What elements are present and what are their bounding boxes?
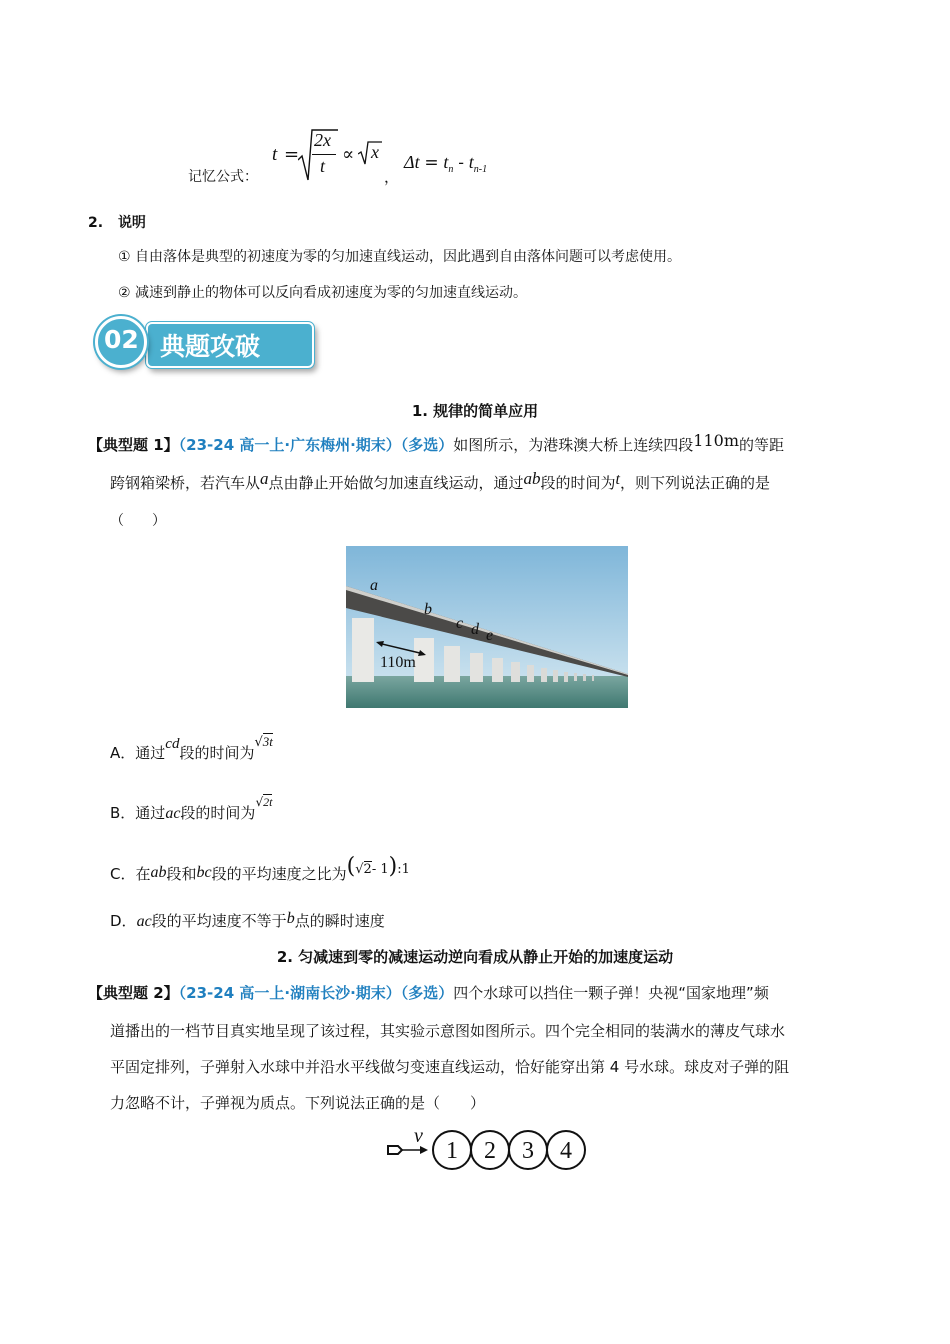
- q1-tag: 【典型题 1】: [88, 436, 179, 454]
- bridge-label-c: c: [456, 615, 464, 632]
- explain-item-2: ② 减速到静止的物体可以反向看成初速度为零的匀加速直线运动。: [118, 285, 527, 301]
- ball-label-4: 4: [560, 1138, 572, 1164]
- option-c-ratio-rest: - 1: [371, 862, 389, 877]
- option-b-letter: B．: [110, 804, 136, 822]
- q1-dist: 110m: [693, 431, 740, 450]
- option-c-ratio-end: :1: [397, 862, 410, 877]
- q1-seg-ab: ab: [523, 469, 541, 488]
- formula-tn: t: [443, 152, 449, 172]
- option-b-mid: 段的时间为: [180, 804, 256, 822]
- ball-label-1: 1: [446, 1138, 458, 1164]
- q2-line2: 道播出的一档节目真实地呈现了该过程，其实验示意图如图所示。四个完全相同的装满水的薄皮气球水: [110, 1022, 786, 1040]
- option-a-val: 3t: [262, 734, 273, 749]
- option-d-letter: D．: [110, 912, 137, 930]
- formula-denom-t: t: [320, 156, 326, 176]
- formula-prop: ∝: [342, 144, 355, 165]
- q1-text2b: 点由静止开始做匀加速直线运动，通过: [268, 474, 524, 492]
- formula-delta: [404, 152, 487, 182]
- ball-label-3: 3: [522, 1138, 534, 1164]
- option-b-val-wrap: √2t: [255, 795, 273, 809]
- bridge-distance-label: 110m: [380, 654, 416, 671]
- explain-heading-num: 2.: [88, 215, 104, 231]
- formula-n: n: [448, 164, 454, 175]
- option-d-end: 点的瞬时速度: [294, 912, 385, 930]
- q1-text1b: 的等距: [739, 436, 785, 454]
- fraction-bar: [312, 154, 336, 155]
- explain-heading-text: 说明: [117, 215, 146, 231]
- velocity-label: v: [414, 1125, 423, 1147]
- option-c-seg1: ab: [150, 864, 167, 881]
- formula-n1: n-1: [473, 164, 488, 175]
- q2-line1: [88, 982, 769, 1003]
- formula-comma: ，: [384, 168, 400, 186]
- bridge-label-e: e: [486, 627, 494, 644]
- water-balls-figure: [384, 1124, 594, 1172]
- option-b-seg: ac: [165, 805, 181, 822]
- q1-option-c[interactable]: C．在ab段和bc段的平均速度之比为(√2- 1):1: [110, 854, 410, 883]
- option-c-mid: 段的平均速度之比为: [211, 865, 347, 883]
- formula-eq: =: [284, 144, 300, 165]
- ball-label-2: 2: [484, 1138, 496, 1164]
- formula-eq2: =: [424, 153, 439, 173]
- option-a-seg: cd: [165, 736, 180, 752]
- formula-label: 记忆公式：: [188, 169, 258, 185]
- option-a-mid: 段的时间为: [179, 744, 255, 762]
- explain-item-1: ① 自由落体是典型的初速度为零的匀加速直线运动，因此遇到自由落体问题可以考虑使用。: [118, 249, 681, 265]
- q1-line1: [88, 431, 785, 455]
- option-b-pre: 通过: [135, 804, 166, 822]
- q1-line2: [110, 469, 771, 493]
- formula-minus: -: [458, 153, 464, 173]
- formula-t: t: [272, 144, 278, 165]
- q2-source: （23-24 高一上·湖南长沙·期末）（多选）: [178, 984, 454, 1002]
- q1-text2c: 段的时间为: [540, 474, 616, 492]
- option-d-seg: ac: [136, 913, 152, 930]
- bridge-label-b: b: [424, 601, 432, 618]
- section-banner-title: 典题攻破: [160, 332, 261, 361]
- option-d-point-b: b: [286, 910, 295, 927]
- option-b-val: 2t: [263, 795, 273, 809]
- bridge-label-a: a: [370, 577, 378, 594]
- formula-2x: 2x: [314, 130, 331, 150]
- option-c-ratio-in: 2: [363, 862, 372, 877]
- bridge-label-d: d: [471, 621, 479, 638]
- formula-x: x: [371, 142, 379, 162]
- q1-option-d[interactable]: [110, 910, 385, 931]
- q1-option-b[interactable]: [110, 795, 273, 823]
- section-banner: [146, 322, 314, 368]
- q1-option-a[interactable]: [110, 734, 273, 763]
- option-c-pre: 在: [135, 865, 151, 883]
- q1-time-t: t: [615, 471, 620, 488]
- q2-line3: 平固定排列，子弹射入水球中并沿水平线做匀变速直线运动，恰好能穿出第 4 号水球。球皮对子弹的阻: [110, 1058, 790, 1076]
- section-banner-badge: [95, 316, 147, 368]
- q1-paren: （ ）: [110, 513, 166, 529]
- q1-text2d: ，则下列说法正确的是: [620, 474, 771, 492]
- option-a-val-wrap: √3t: [254, 734, 273, 750]
- section1-title: 1. 规律的简单应用: [411, 402, 539, 420]
- q1-text1a: 如图所示，为港珠澳大桥上连续四段: [453, 436, 694, 454]
- option-a-letter: A．: [110, 744, 136, 762]
- section2-title: 2. 匀减速到零的减速运动逆向看成从静止开始的加速度运动: [276, 948, 674, 966]
- formula-delta-t: Δt: [404, 152, 420, 172]
- explain-heading: [88, 212, 146, 232]
- option-c-seg2: bc: [196, 864, 212, 881]
- q2-line4: 力忽略不计，子弹视为质点。下列说法正确的是（ ）: [110, 1094, 486, 1112]
- q2-text1: 四个水球可以挡住一颗子弹！央视“国家地理”频: [453, 984, 769, 1002]
- q1-text2a: 跨钢箱梁桥，若汽车从: [110, 474, 261, 492]
- bullet-icon: [388, 1146, 402, 1154]
- q1-source: （23-24 高一上·广东梅州·期末）（多选）: [178, 436, 454, 454]
- formula-tn1: t: [468, 152, 474, 172]
- option-c-and: 段和: [166, 865, 197, 883]
- option-c-letter: C．: [110, 865, 136, 883]
- formula-t-sqrt: [270, 128, 400, 184]
- section-banner-number: 02: [104, 325, 139, 354]
- bridge-photo: [346, 546, 628, 708]
- option-a-pre: 通过: [135, 744, 166, 762]
- option-d-mid: 段的平均速度不等于: [151, 912, 287, 930]
- q1-point-a: a: [260, 469, 269, 488]
- q2-tag: 【典型题 2】: [88, 984, 179, 1002]
